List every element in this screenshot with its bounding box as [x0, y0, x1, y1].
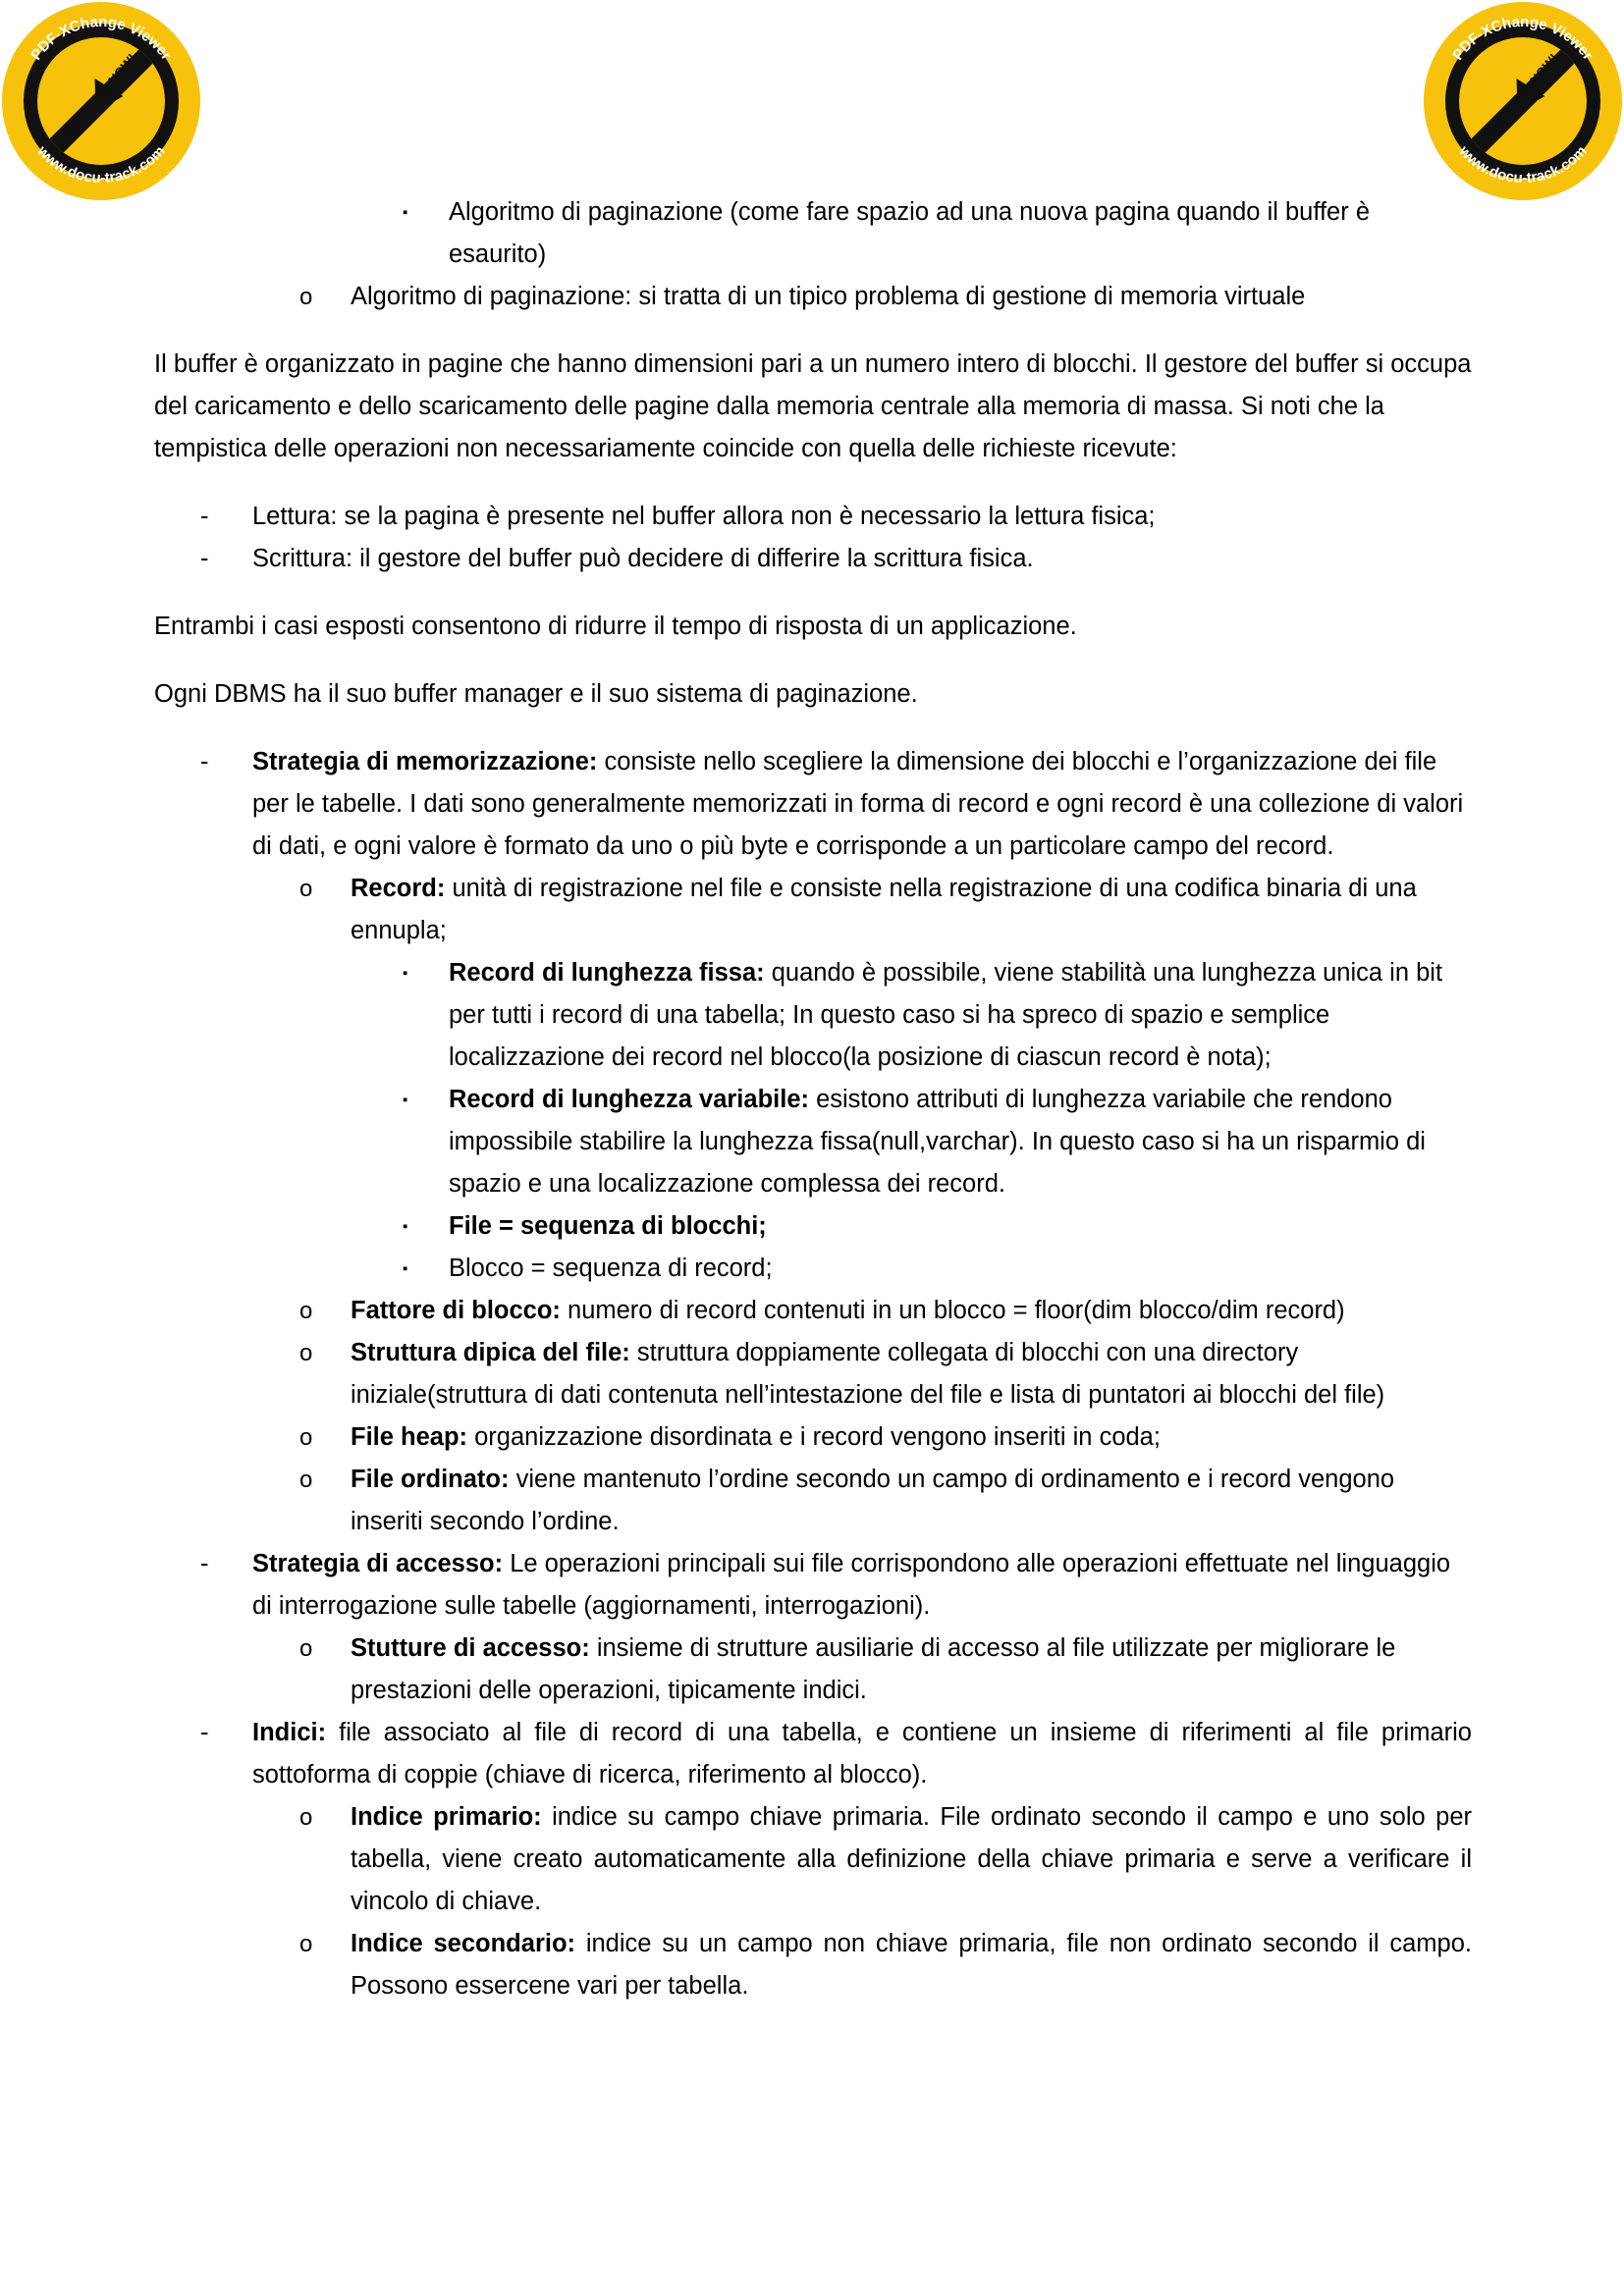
circle-bullet: o	[299, 876, 313, 902]
circle-bullet: o	[299, 1340, 313, 1366]
dash-bullet: -	[200, 503, 209, 530]
stamp-text-ring	[1424, 2, 1622, 200]
term-text: organizzazione disordinata e i record vengono inseriti in coda;	[467, 1423, 1161, 1451]
svg-text:PDF-XChange Viewer	[27, 14, 175, 64]
svg-text:www.docu-track.com	[1455, 142, 1591, 187]
svg-text:PDF-XChange Viewer	[1449, 14, 1597, 64]
list-item-text: Blocco = sequenza di record;	[449, 1255, 773, 1282]
square-bullet: ▪	[403, 204, 408, 221]
term-text: consiste nello scegliere la dimensione dei blocchi e l’organizzazione dei file per le tabelle. I dati sono generalmente memorizzati in forma di record e ogni record è una collezione di valori di dati, e ogni valore è formato da uno o più byte e corrisponde a un particolare campo del record.	[252, 748, 1464, 860]
term-title: Stutture di accesso:	[351, 1634, 590, 1662]
square-bullet: ▪	[403, 1218, 408, 1235]
dash-bullet: -	[200, 545, 209, 572]
term-text: esistono attributi di lunghezza variabile che rendono impossibile stabilire la lunghezza fissa(null,varchar). In questo caso si ha un risparmio di spazio e una localizzazione complessa dei record.	[449, 1086, 1426, 1198]
list-item-indice-secondario	[154, 1923, 1472, 2007]
buy-now-stamp-left[interactable]	[2, 2, 200, 200]
term-title: Indice primario:	[351, 1803, 542, 1831]
paragraph-dbms: Ogni DBMS ha il suo buffer manager e il suo sistema di paginazione.	[154, 680, 918, 708]
term-text: numero di record contenuti in un blocco = floor(dim blocco/dim record)	[560, 1297, 1345, 1324]
list-item-paginazione-sub	[154, 191, 1472, 276]
term-title: File = sequenza di blocchi;	[449, 1212, 767, 1240]
list-item-blocco-sequenza	[154, 1248, 1472, 1290]
term-title: File ordinato:	[351, 1466, 510, 1493]
list-item-text: Algoritmo di paginazione: si tratta di un tipico problema di gestione di memoria virtuale	[351, 283, 1306, 310]
term-title: Record di lunghezza variabile:	[449, 1086, 809, 1113]
list-item-indici	[154, 1712, 1472, 1796]
term-title: Indici:	[252, 1719, 327, 1746]
square-bullet: ▪	[403, 1260, 408, 1277]
paragraph-entrambi: Entrambi i casi esposti consentono di ridurre il tempo di risposta di un applicazione.	[154, 613, 1077, 640]
list-item-strategia-memorizzazione	[154, 741, 1472, 868]
term-title: Strategia di accesso:	[252, 1550, 504, 1577]
term-title: Fattore di blocco:	[351, 1297, 561, 1324]
term-text: unità di registrazione nel file e consiste nella registrazione di una codifica binaria di una ennupla;	[351, 875, 1417, 944]
term-title: Struttura dipica del file:	[351, 1339, 630, 1366]
list-item-file-ordinato	[154, 1459, 1472, 1543]
list-item-scrittura	[154, 538, 1472, 580]
term-title: Strategia di memorizzazione:	[252, 748, 598, 775]
paragraph-buffer: Il buffer è organizzato in pagine che hanno dimensioni pari a un numero intero di blocchi. Il gestore del buffer si occupa del caricamento e dello scaricamento delle pagine dalla memoria centrale alla memoria di massa. Si noti che la tempistica delle operazioni non necessariamente coincide con quella delle richieste ricevute:	[154, 350, 1472, 462]
list-item-struttura-file	[154, 1332, 1472, 1416]
term-text: viene mantenuto l’ordine secondo un campo di ordinamento e i record vengono inseriti secondo l’ordine.	[351, 1466, 1395, 1535]
list-item-file-sequenza	[154, 1205, 1472, 1248]
stamp-bottom-text: www.docu-track.com	[33, 142, 169, 187]
term-text: indice su un campo non chiave primaria, file non ordinato secondo il campo. Possono essercene vari per tabella.	[351, 1930, 1472, 2000]
list-item-record-variabile	[154, 1079, 1472, 1205]
circle-bullet: o	[299, 1804, 313, 1831]
list-item-lettura	[154, 496, 1472, 538]
term-title: Indice secondario:	[351, 1930, 576, 1957]
circle-bullet: o	[299, 1635, 313, 1662]
list-item-strategia-accesso	[154, 1543, 1472, 1628]
list-item-record-fisso	[154, 952, 1472, 1079]
list-item-strutture-accesso	[154, 1628, 1472, 1712]
stamp-top-text: PDF-XChange Viewer	[1449, 13, 1597, 64]
list-item-text: Algoritmo di paginazione (come fare spazio ad una nuova pagina quando il buffer è esaurito)	[449, 198, 1370, 268]
stamp-middle-text: Click to buy NOW!	[1478, 50, 1561, 146]
stamp-bottom-text: www.docu-track.com	[1455, 142, 1591, 187]
svg-text:www.docu-track.com	[33, 142, 169, 187]
list-item-text: Scrittura: il gestore del buffer può decidere di differire la scrittura fisica.	[252, 545, 1034, 572]
term-title: Record:	[351, 875, 446, 902]
term-text: file associato al file di record di una tabella, e contiene un insieme di riferimenti al file primario sottoforma di coppie (chiave di ricerca, riferimento al blocco).	[252, 1719, 1472, 1789]
stamp-middle-text: Click to buy NOW!	[56, 50, 139, 146]
circle-bullet: o	[299, 1424, 313, 1451]
buy-now-stamp-right[interactable]	[1424, 2, 1622, 200]
square-bullet: ▪	[403, 1092, 408, 1108]
term-text: struttura doppiamente collegata di blocchi con una directory iniziale(struttura di dati contenuta nell’intestazione del file e lista di puntatori ai blocchi del file)	[351, 1339, 1385, 1409]
term-title: Record di lunghezza fissa:	[449, 959, 765, 987]
svg-text:Click to buy NOW!	[56, 51, 138, 146]
term-title: File heap:	[351, 1423, 468, 1451]
list-item-text: Lettura: se la pagina è presente nel buffer allora non è necessario la lettura fisica;	[252, 503, 1156, 530]
term-text: Le operazioni principali sui file corrispondono alle operazioni effettuate nel linguaggio di interrogazione sulle tabelle (aggiornamenti, interrogazioni).	[252, 1550, 1451, 1620]
list-item-file-heap	[154, 1416, 1472, 1459]
stamp-top-text: PDF-XChange Viewer	[27, 13, 175, 64]
circle-bullet: o	[299, 1298, 313, 1324]
dash-bullet: -	[200, 1719, 209, 1746]
circle-bullet: o	[299, 1467, 313, 1493]
circle-bullet: o	[299, 1931, 313, 1957]
dash-bullet: -	[200, 748, 209, 775]
svg-text:Click to buy NOW!	[1478, 51, 1560, 146]
circle-bullet: o	[299, 284, 313, 310]
list-item-paginazione	[154, 276, 1472, 318]
term-text: insieme di strutture ausiliarie di accesso al file utilizzate per migliorare le prestazioni delle operazioni, tipicamente indici.	[351, 1634, 1396, 1704]
stamp-text-ring	[2, 2, 200, 200]
list-item-indice-primario	[154, 1796, 1472, 1923]
dash-bullet: -	[200, 1550, 209, 1577]
document-body	[154, 191, 1472, 2007]
list-item-fattore-blocco	[154, 1290, 1472, 1332]
term-text: quando è possibile, viene stabilità una lunghezza unica in bit per tutti i record di una tabella; In questo caso si ha spreco di spazio e semplice localizzazione dei record nel blocco(la posizione di ciascun record è nota);	[449, 959, 1443, 1071]
list-item-record	[154, 868, 1472, 952]
square-bullet: ▪	[403, 965, 408, 982]
term-text: indice su campo chiave primaria. File ordinato secondo il campo e uno solo per tabella, viene creato automaticamente alla definizione della chiave primaria e serve a verificare il vincolo di chiave.	[351, 1803, 1472, 1915]
